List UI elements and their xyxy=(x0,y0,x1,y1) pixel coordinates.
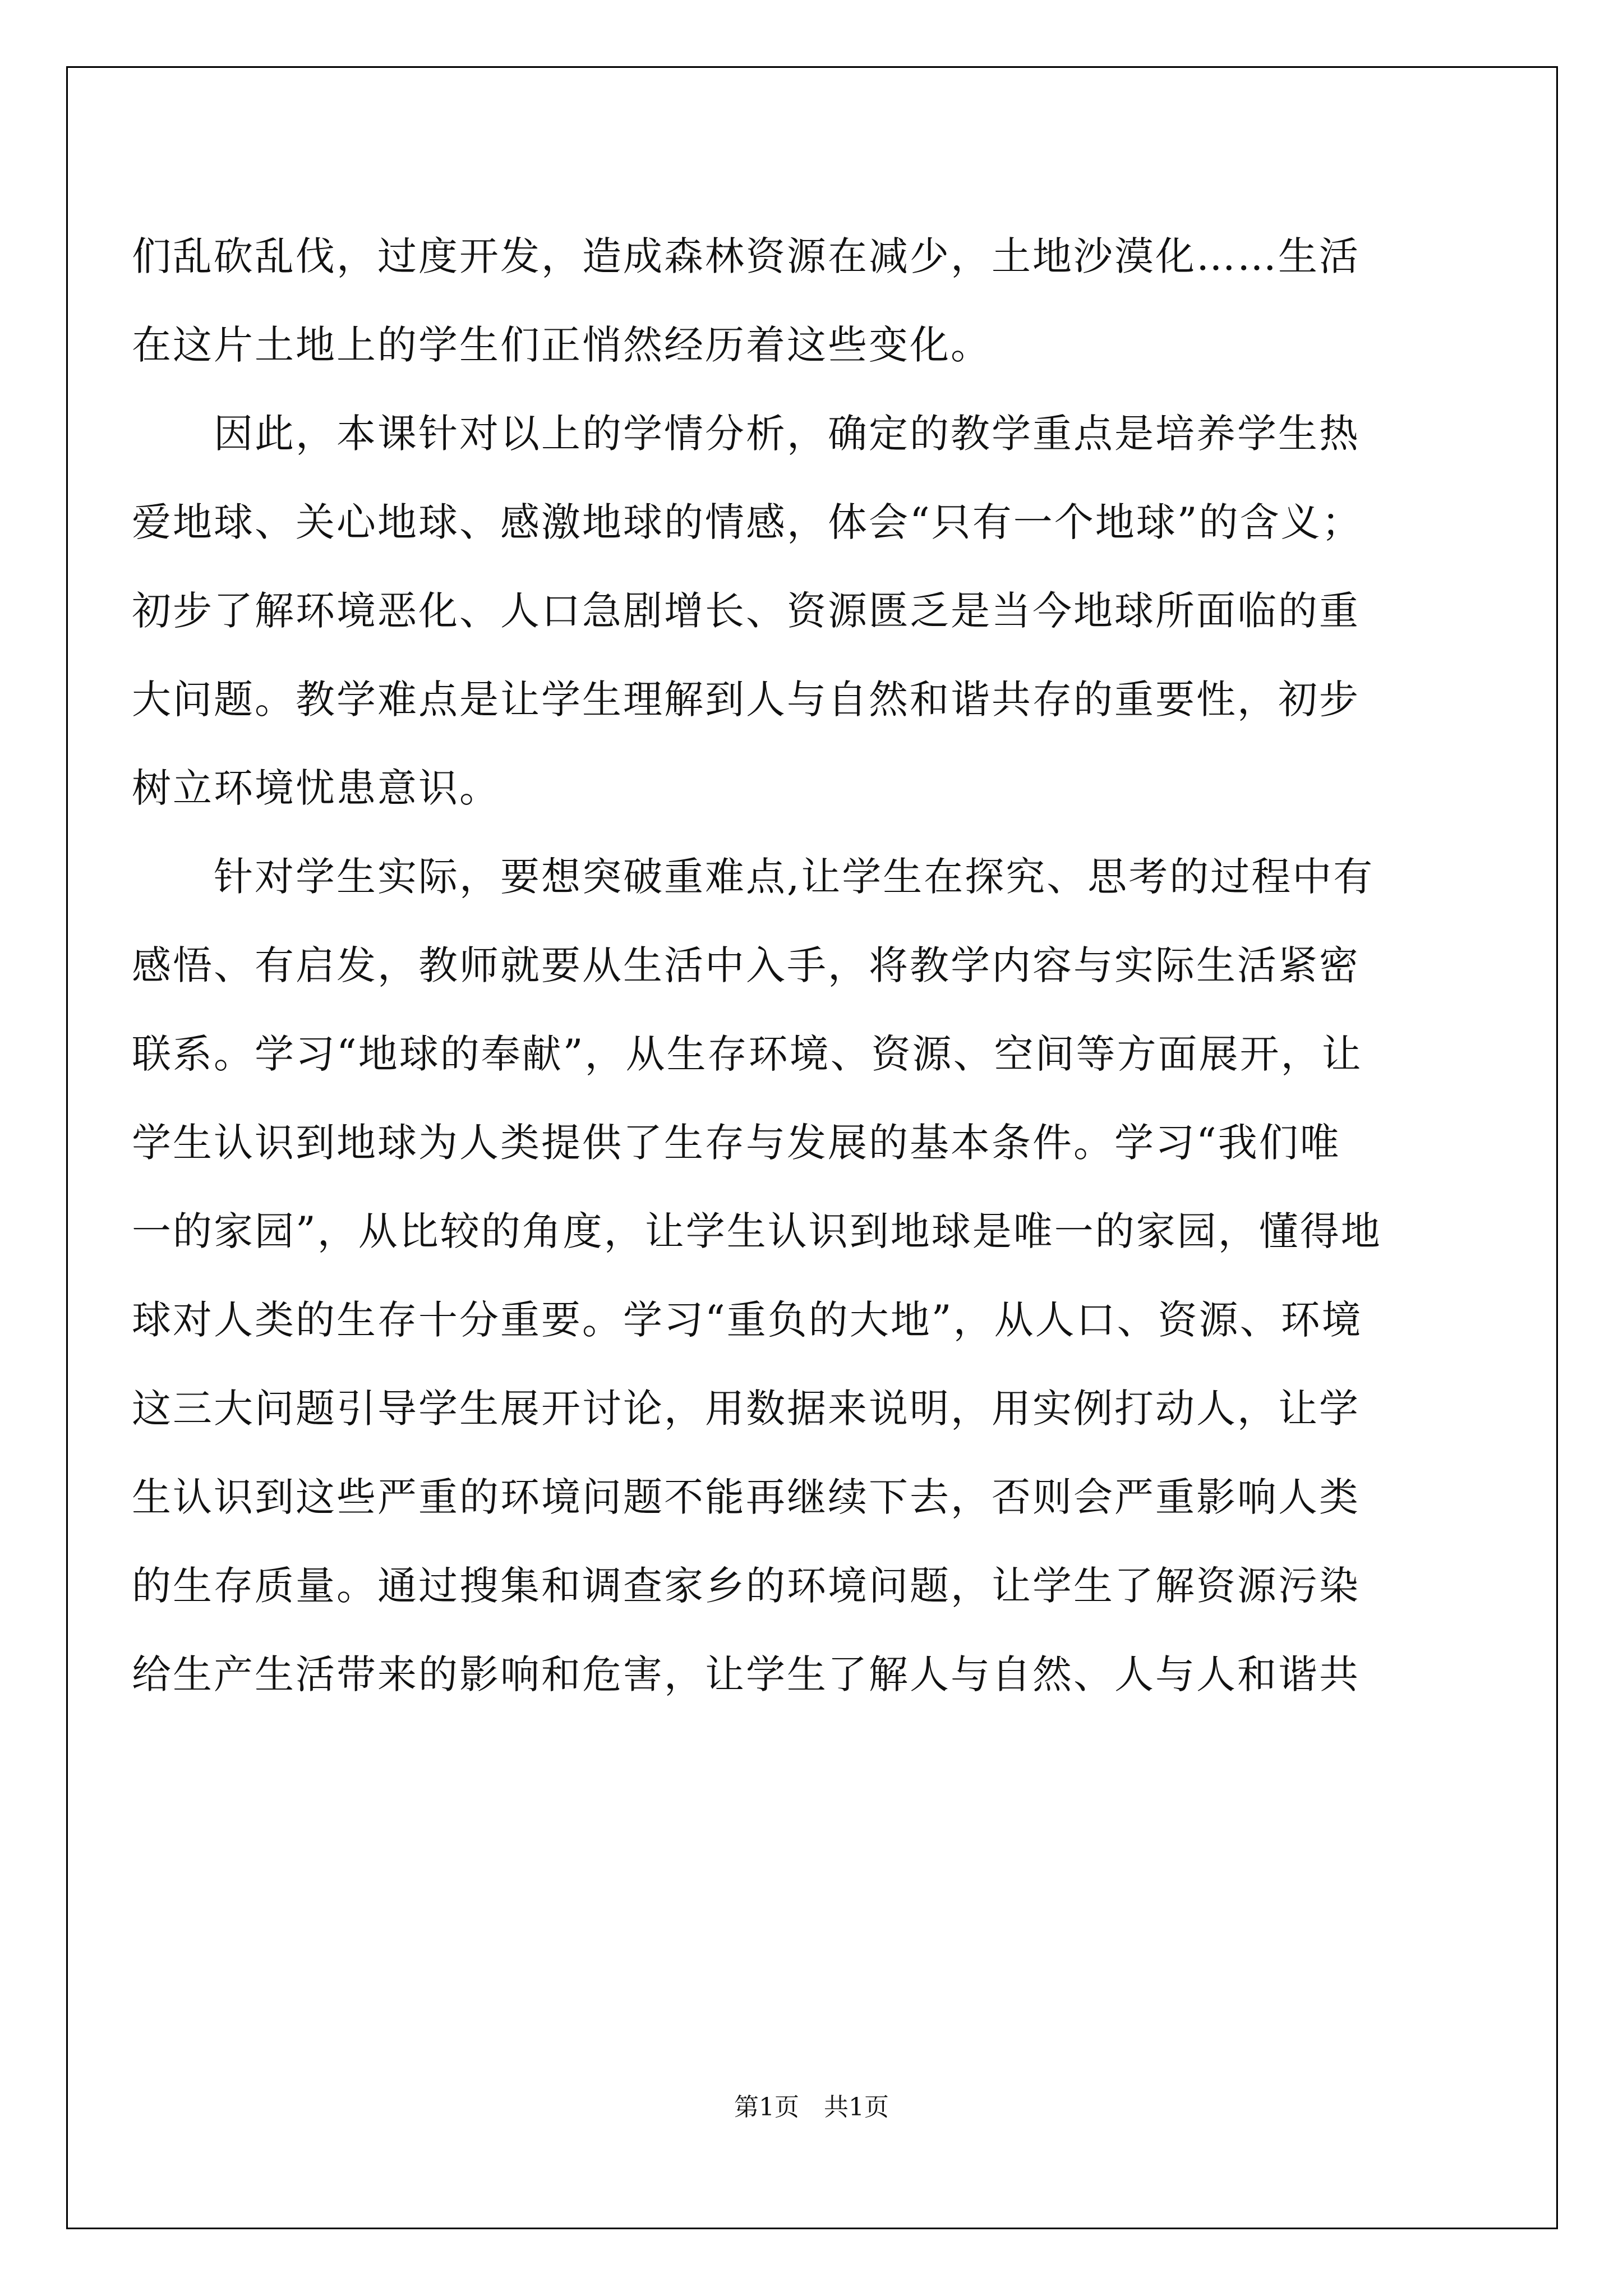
text-line: 这三大问题引导学生展开讨论，用数据来说明，用实例打动人，让学 xyxy=(132,1386,1360,1432)
text-line: 们乱砍乱伐，过度开发，造成森林资源在减少，土地沙漠化……生活 xyxy=(132,233,1360,279)
text-line: 给生产生活带来的影响和危害，让学生了解人与自然、人与人和谐共 xyxy=(132,1651,1360,1697)
text-line: 在这片土地上的学生们正悄然经历着这些变化。 xyxy=(132,322,992,368)
page-footer: 第1页 共1页 xyxy=(734,2093,889,2122)
text-line: 树立环境忧患意识。 xyxy=(132,765,500,811)
text-line: 一的家园”，从比较的角度，让学生认识到地球是唯一的家园，懂得地 xyxy=(132,1208,1382,1254)
text-line: 的生存质量。通过搜集和调查家乡的环境问题，让学生了解资源污染 xyxy=(132,1563,1360,1609)
text-line: 初步了解环境恶化、人口急剧增长、资源匮乏是当今地球所面临的重 xyxy=(132,588,1360,634)
text-line: 学生认识到地球为人类提供了生存与发展的基本条件。学习“我们唯 xyxy=(132,1120,1341,1166)
text-line: 感悟、有启发，教师就要从生活中入手，将教学内容与实际生活紧密 xyxy=(132,942,1360,988)
text-line: 爱地球、关心地球、感激地球的情感，体会“只有一个地球”的含义； xyxy=(132,499,1363,545)
text-line: 球对人类的生存十分重要。学习“重负的大地”，从人口、资源、环境 xyxy=(132,1297,1363,1343)
document-body xyxy=(132,212,1435,1719)
text-line: 联系。学习“地球的奉献”，从生存环境、资源、空间等方面展开，让 xyxy=(132,1031,1363,1077)
text-line: 因此，本课针对以上的学情分析，确定的教学重点是培养学生热 xyxy=(132,411,1360,457)
text-line: 生认识到这些严重的环境问题不能再继续下去，否则会严重影响人类 xyxy=(132,1474,1360,1520)
text-line: 针对学生实际，要想突破重难点,让学生在探究、思考的过程中有 xyxy=(132,854,1375,900)
text-line: 大问题。教学难点是让学生理解到人与自然和谐共存的重要性，初步 xyxy=(132,677,1360,723)
